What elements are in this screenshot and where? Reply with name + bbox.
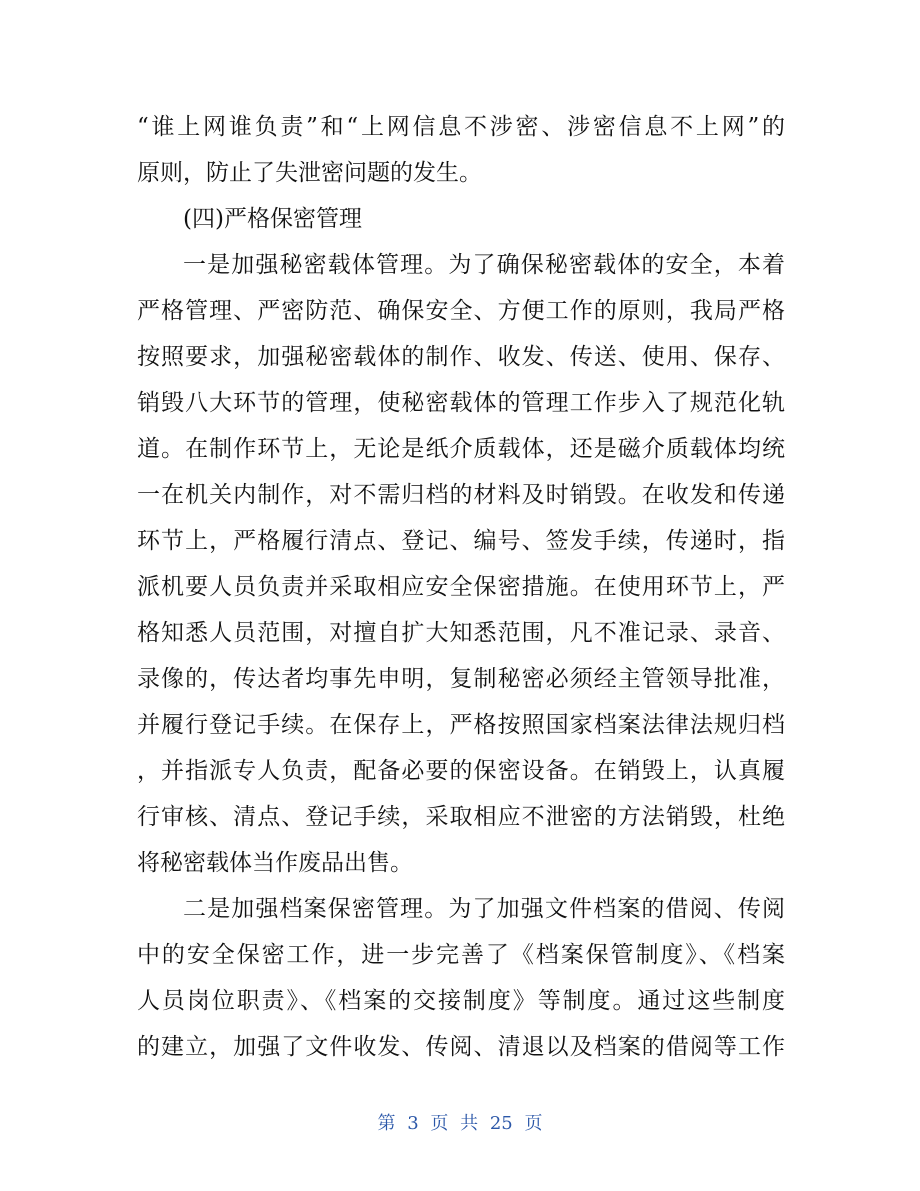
paragraph-line: 二是加强档案保密管理。为了加强文件档案的借阅、传阅	[183, 896, 785, 922]
paragraph-line: 中的安全保密工作，进一步完善了《档案保管制度》、《档案	[137, 942, 785, 968]
page-number-footer: 第 3 页 共 25 页	[377, 1113, 543, 1134]
paragraph-line: 道。在制作环节上，无论是纸介质载体，还是磁介质载体均统	[137, 436, 785, 462]
paragraph-line: 一是加强秘密载体管理。为了确保秘密载体的安全，本着	[183, 252, 785, 278]
paragraph-line: 格知悉人员范围，对擅自扩大知悉范围，凡不准记录、录音、	[137, 620, 785, 646]
section-heading: (四)严格保密管理	[183, 206, 362, 232]
paragraph-line: 将秘密载体当作废品出售。	[137, 850, 413, 876]
paragraph-line: 环节上，严格履行清点、登记、编号、签发手续，传递时，指	[137, 528, 785, 554]
paragraph-line: 派机要人员负责并采取相应安全保密措施。在使用环节上，严	[137, 574, 785, 600]
document-body	[137, 104, 785, 1070]
paragraph-line: 录像的，传达者均事先申明，复制秘密必须经主管领导批准，	[137, 666, 785, 692]
paragraph-line: 人员岗位职责》、《档案的交接制度》等制度。通过这些制度	[137, 988, 785, 1014]
paragraph-line: 并履行登记手续。在保存上，严格按照国家档案法律法规归档	[137, 712, 785, 738]
paragraph-line: 原则，防止了失泄密问题的发生。	[137, 160, 482, 186]
paragraph-line: 的建立，加强了文件收发、传阅、清退以及档案的借阅等工作	[137, 1034, 785, 1060]
paragraph-line: 严格管理、严密防范、确保安全、方便工作的原则，我局严格	[137, 298, 785, 324]
paragraph-line: 按照要求，加强秘密载体的制作、收发、传送、使用、保存、	[137, 344, 785, 370]
paragraph-line: 行审核、清点、登记手续，采取相应不泄密的方法销毁，杜绝	[137, 804, 785, 830]
paragraph-line: 销毁八大环节的管理，使秘密载体的管理工作步入了规范化轨	[137, 390, 785, 416]
paragraph-line: “谁上网谁负责”和“上网信息不涉密、涉密信息不上网”的	[137, 114, 785, 140]
paragraph-line: ，并指派专人负责，配备必要的保密设备。在销毁上，认真履	[137, 758, 785, 784]
paragraph-line: 一在机关内制作，对不需归档的材料及时销毁。在收发和传递	[137, 482, 785, 508]
